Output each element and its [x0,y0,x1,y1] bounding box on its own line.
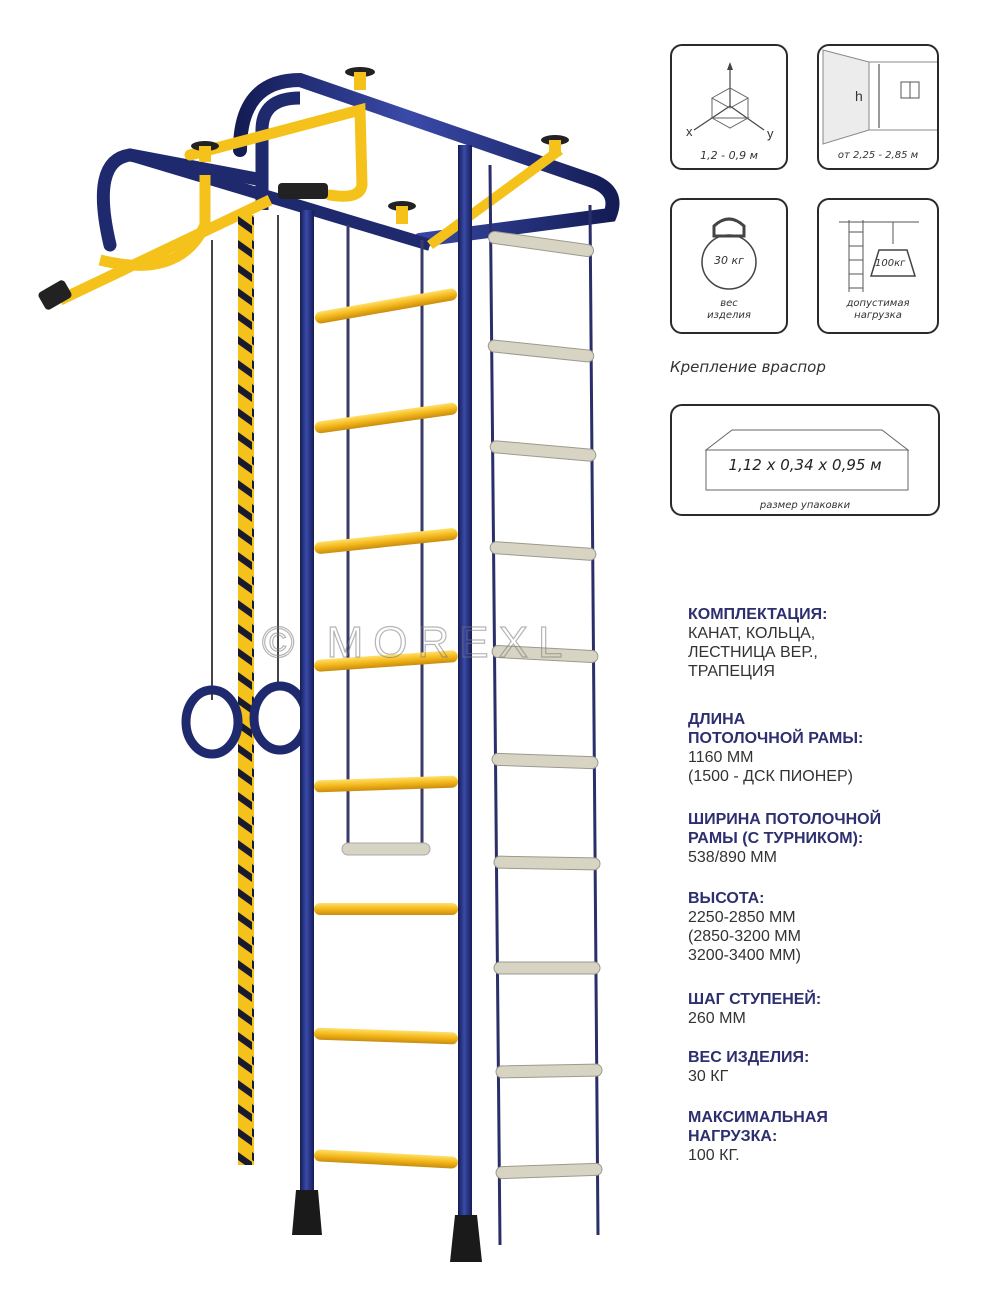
height-caption: от 2,25 - 2,85 м [837,150,919,161]
spec-height [688,889,988,965]
spec-label: КОМПЛЕКТАЦИЯ: [688,606,828,623]
spec-value: КАНАТ, КОЛЬЦА, ЛЕСТНИЦА ВЕР., ТРАПЕЦИЯ [688,625,818,680]
rope-ladder-rungs [488,231,603,1179]
spec-frame-width [688,810,988,867]
weight-caption: вес изделия [707,298,751,321]
spec-equipment [688,605,988,681]
dimensions-icon-box [670,44,788,170]
spec-value: 538/890 ММ [688,849,777,866]
ladder-upright-right [458,145,472,1225]
spec-weight [688,1048,988,1086]
spec-label: ШИРИНА ПОТОЛОЧНОЙ РАМЫ (С ТУРНИКОМ): [688,811,882,847]
package-dimensions: 1,12 х 0,34 х 0,95 м [728,456,882,474]
package-caption: размер упаковки [759,500,851,511]
spec-label: ДЛИНА ПОТОЛОЧНОЙ РАМЫ: [688,711,864,747]
spec-frame-length [688,710,988,786]
weight-icon-box [670,198,788,334]
spec-max-load [688,1108,988,1165]
spec-label: ВЫСОТА: [688,890,765,907]
spec-value: 30 КГ [688,1068,729,1085]
trapeze-bar [342,843,430,855]
package-box [670,404,940,516]
spec-step [688,990,988,1028]
spec-label: ВЕС ИЗДЕЛИЯ: [688,1049,810,1066]
spec-label: МАКСИМАЛЬНАЯ НАГРУЗКА: [688,1109,828,1145]
height-icon-box [817,44,939,170]
spec-value: 1160 ММ (1500 - ДСК ПИОНЕР) [688,749,853,785]
dimensions-caption: 1,2 - 0,9 м [700,149,758,162]
watermark: © MOREXL [262,618,573,667]
ladder-upright-left [300,210,314,1210]
y-axis-label: y [767,126,774,141]
mount-label: Крепление враспор [670,358,826,376]
ceiling-mounts [191,67,569,224]
ladder-foot-right [450,1215,482,1262]
spec-value: 260 ММ [688,1010,746,1027]
spec-label: ШАГ СТУПЕНЕЙ: [688,991,822,1008]
load-caption: допустимая нагрузка [846,298,910,321]
ladder-rungs [314,288,458,1169]
climbing-rope [238,215,254,1165]
height-label: h [855,88,863,104]
spec-value: 2250-2850 ММ (2850-3200 ММ 3200-3400 ММ) [688,909,801,964]
load-value: 100кг [875,258,906,269]
weight-value: 30 кг [714,254,744,267]
x-axis-label: x [686,124,693,139]
load-icon-box [817,198,939,334]
ladder-foot-left [292,1190,322,1235]
spec-value: 100 КГ. [688,1147,740,1164]
